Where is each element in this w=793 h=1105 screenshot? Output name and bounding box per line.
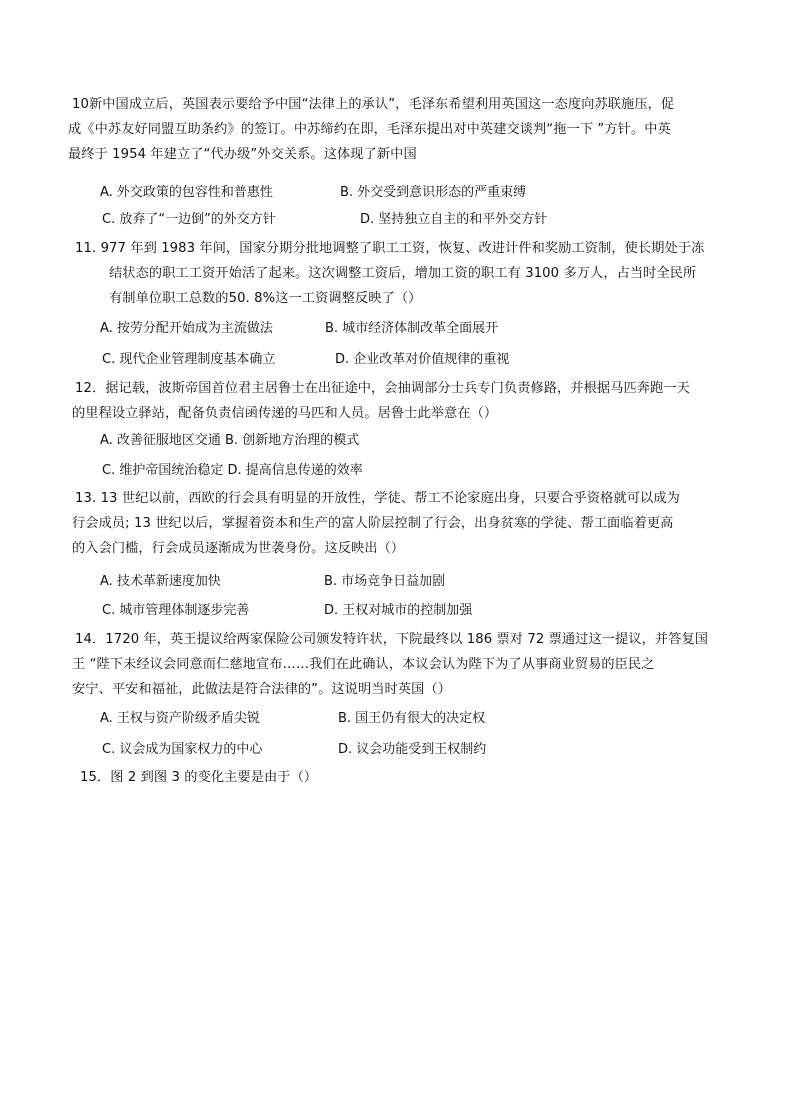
- question-14-option-b: B. 国王仍有很大的决定权: [338, 711, 486, 726]
- question-11-line-3: 有制单位职工总数的50. 8%这一工资调整反映了（）: [109, 291, 422, 306]
- question-10-line-2: 成《中苏友好同盟互助条约》的签订。中苏缔约在即，毛泽东提出对中英建交谈判“拖一下 ”方针。中英: [68, 122, 671, 137]
- question-11-option-d: D. 企业改革对价值规律的重视: [335, 352, 510, 367]
- question-13: [72, 486, 722, 561]
- question-10-line-3: 最终于 1954 年建立了“代办级”外交关系。这体现了新中国: [68, 147, 417, 162]
- question-14-option-a: A. 王权与资产阶级矛盾尖锐: [100, 711, 260, 726]
- question-14-line-2: 王 “陛下未经议会同意而仁慈地宣布……我们在此确认，本议会认为陛下为了从事商业贸易的臣民之: [72, 657, 655, 672]
- question-13-line-3: 的入会门槛，行会成员逐渐成为世袭身份。这反映出（）: [72, 541, 405, 556]
- question-15-line-1: 15．图 2 到图 3 的变化主要是由于（）: [80, 770, 318, 785]
- question-14-line-3: 安宁、平安和福祉，此做法是符合法律的”。这说明当时英国（）: [72, 682, 451, 697]
- question-10-option-a: A. 外交政策的包容性和普惠性: [100, 185, 273, 200]
- question-11-line-2: 结状态的职工工资开始活了起来。这次调整工资后，增加工资的职工有 3100 多万人，占当时全民所: [109, 266, 697, 281]
- question-12-line-1: 12．据记载，波斯帝国首位君主居鲁士在出征途中，会抽调部分士兵专门负责修路，并根据马匹奔跑一天: [75, 381, 690, 396]
- question-12-line-2: 的里程设立驿站，配备负责信函传递的马匹和人员。居鲁士此举意在（）: [72, 406, 498, 421]
- question-11-line-1: 11. 977 年到 1983 年间，国家分期分批地调整了职工工资，恢复、改进计件和奖励工资制，使长期处于冻: [75, 241, 705, 256]
- question-14-line-1: 14．1720 年，英王提议给两家保险公司颁发特许状，下院最终以 186 票对 72 票通过这一提议，并答复国: [75, 632, 709, 647]
- question-10-option-d: D. 坚持独立自主的和平外交方针: [360, 212, 548, 227]
- question-11-option-b: B. 城市经济体制改革全面展开: [325, 321, 499, 336]
- question-11: [72, 236, 722, 311]
- question-13-option-c: C. 城市管理体制逐步完善: [102, 603, 250, 618]
- question-11-option-c: C. 现代企业管理制度基本确立: [102, 352, 276, 367]
- question-13-option-d: D. 王权对城市的控制加强: [324, 603, 473, 618]
- question-13-line-2: 行会成员; 13 世纪以后，掌握着资本和生产的富人阶层控制了行会，出身贫寒的学徒、帮工面临着更高: [72, 516, 674, 531]
- question-12-options-ab: A. 改善征服地区交通 B. 创新地方治理的模式: [100, 433, 360, 448]
- question-13-option-b: B. 市场竞争日益加剧: [324, 574, 446, 589]
- question-12: [72, 376, 722, 426]
- question-13-option-a: A. 技术革新速度加快: [100, 574, 221, 589]
- question-14: [72, 627, 722, 702]
- question-10-option-c: C. 放弃了“一边倒”的外交方针: [102, 212, 276, 227]
- question-14-option-d: D. 议会功能受到王权制约: [338, 742, 487, 757]
- question-10: [68, 92, 722, 167]
- question-12-options-cd: C. 维护帝国统治稳定 D. 提高信息传递的效率: [102, 463, 363, 478]
- question-13-line-1: 13. 13 世纪以前，西欧的行会具有明显的开放性，学徒、帮工不论家庭出身，只要合乎资格就可以成为: [75, 491, 680, 506]
- question-10-line-1: 10新中国成立后，英国表示要给予中国“法律上的承认”，毛泽东希望利用英国这一态度向苏联施压，促: [72, 97, 675, 112]
- question-15: [80, 765, 730, 790]
- question-10-option-b: B. 外交受到意识形态的严重束缚: [340, 185, 527, 200]
- question-14-option-c: C. 议会成为国家权力的中心: [102, 742, 263, 757]
- question-11-option-a: A. 按劳分配开始成为主流做法: [100, 321, 273, 336]
